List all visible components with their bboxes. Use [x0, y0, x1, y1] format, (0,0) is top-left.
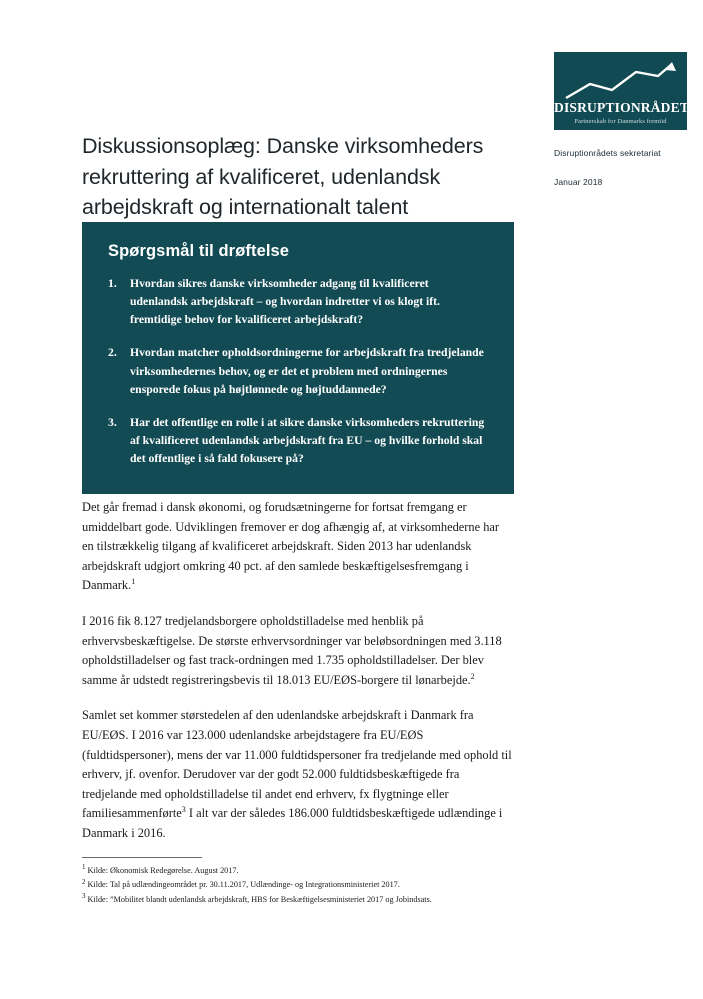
paragraph-text: Det går fremad i dansk økonomi, og forudsætningerne for fortsat fremgang er umiddelbart gode. Udviklingen fremover er dog afhængig af, at virksomhederne har en tilstrækkelig tilgang af kvalificeret arbejdskraft. Siden 2013 har udenlandsk arbejdskraft udgjort omkring 40 pct. af den samlede beskæftigelsesfremgang i Danmark.	[82, 500, 500, 593]
footnotes	[82, 857, 512, 907]
logo-title: DISRUPTIONRÅDET	[554, 99, 690, 115]
sidebar-meta	[554, 148, 694, 187]
list-item	[108, 414, 488, 468]
logo-box	[554, 52, 690, 130]
footnote-ref: 2	[470, 671, 475, 681]
footnote-ref: 1	[131, 577, 136, 587]
discussion-questions-list	[108, 275, 488, 468]
list-item	[108, 275, 488, 329]
logo-tagline: Partnerskab for Danmarks fremtid	[574, 117, 667, 125]
page-title: Diskussionsoplæg: Danske virksomheders rekruttering af kvalificeret, udenlandsk arbejdskraft og internationalt talent	[82, 134, 484, 220]
list-item	[108, 344, 488, 398]
question-number: 3.	[108, 415, 117, 429]
paragraph	[82, 612, 512, 690]
paragraph	[82, 706, 512, 843]
footnote-divider	[82, 857, 202, 858]
discussion-questions-heading: Spørgsmål til drøftelse	[108, 242, 290, 260]
paragraph-text-continued: I alt var der således 186.000 fuldtidsbeskæftigede udlændinge i Danmark i 2016.	[82, 806, 503, 840]
question-text: Har det offentlige en rolle i at sikre danske virksomheders rekruttering af kvalificeret udenlandsk arbejdskraft fra EU – og hvilke forhold skal det offentlige i så fald fokusere på?	[130, 415, 485, 465]
question-text: Hvordan matcher opholdsordningerne for arbejdskraft fra tredjelande virksomhedernes behov, og er det et problem med ordningernes ensporede fokus på højtlønnede og højtuddannede?	[130, 346, 484, 396]
discussion-questions-box	[82, 222, 514, 494]
question-number: 2.	[108, 346, 117, 360]
footnote	[82, 893, 512, 907]
paragraph	[82, 498, 512, 596]
footnote-text: Kilde: Økonomisk Redegørelse. August 2017.	[87, 866, 239, 875]
question-text: Hvordan sikres danske virksomheder adgang til kvalificeret udenlandsk arbejdskraft – og hvordan indretter vi os klogt ift. fremtidige behov for kvalificeret arbejdskraft?	[130, 277, 440, 327]
question-number: 1.	[108, 277, 117, 290]
chart-arrow-icon	[564, 60, 677, 102]
logo-block	[554, 52, 690, 130]
footnote	[82, 878, 512, 892]
footnote-text: Kilde: Tal på udlændingeområdet pr. 30.11.2017, Udlændinge- og Integrationsministeriet 2017.	[87, 880, 400, 890]
footnote-number: 1	[82, 863, 86, 872]
footnote-text: Kilde: ”Mobilitet blandt udenlandsk arbejdskraft, HBS for Beskæftigelsesministeriet 2017 og Jobindsats.	[87, 894, 432, 904]
footnote	[82, 864, 512, 878]
footnote-ref: 3	[181, 805, 186, 815]
footnote-number: 2	[82, 877, 86, 886]
date-label: Januar 2018	[554, 177, 603, 187]
paragraph-text: Samlet set kommer størstedelen af den udenlandske arbejdskraft i Danmark fra EU/EØS. I 2016 var 123.000 udenlandske arbejdstagere fra EU/EØS (fuldtidspersoner), mens der var 11.000 fuldtidspersoner fra tredjelande med ophold til erhverv, jf. ovenfor. Derudover var der godt 52.000 fuldtidsbeskæftigede fra tredjelande med opholdstilladelse til andet end erhverv, fx flygtninge eller familiesammenførte	[82, 708, 512, 821]
body-content	[82, 498, 512, 844]
organisation-label: Disruptionrådets sekretariat	[554, 148, 661, 158]
footnote-number: 3	[82, 891, 86, 900]
paragraph-text: I 2016 fik 8.127 tredjelandsborgere opholdstilladelse med henblik på erhvervsbeskæftigelse. De største erhvervsordninger var beløbsordningen med 3.118 opholdstilladelser og fast track-ordningen med 1.735 opholdstilladelser. Der blev samme år udstedt registreringsbevis til 18.013 EU/EØS-borgere til lønarbejde.	[82, 613, 502, 687]
